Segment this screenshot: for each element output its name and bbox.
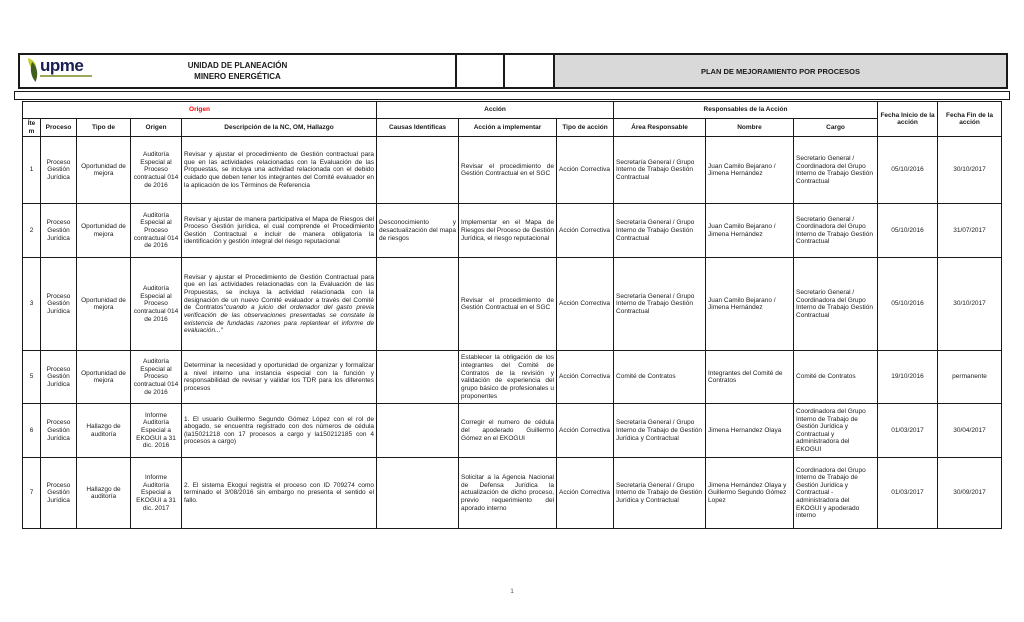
cell-accion: Revisar el procedimiento de Gestión Contractual en el SGC — [459, 258, 557, 351]
cell-cargo: Coordinadora del Grupo Interno de Trabajo de Gestión Jurídica y Contractual y administradora del EKOGUI — [794, 404, 878, 458]
table-row — [23, 204, 1002, 258]
cell-proceso: Proceso Gestión Jurídica — [41, 204, 77, 258]
cell-causas — [377, 458, 459, 529]
cell-tipo: Oportunidad de mejora — [77, 204, 131, 258]
cell-descripcion — [182, 204, 377, 258]
cell-descripcion — [182, 458, 377, 529]
cell-origen: Auditoría Especial al Proceso contractual 014 de 2016 — [131, 351, 182, 404]
cell-cargo: Coordinadora del Grupo Interno de Trabajo de Gestión Jurídica y Contractual - administradora del EKOGUI y apoderado interno — [794, 458, 878, 529]
cell-fecha-fin: 30/10/2017 — [938, 137, 1002, 204]
cell-cargo: Comité de Contratos — [794, 351, 878, 404]
cell-proceso: Proceso Gestión Jurídica — [41, 404, 77, 458]
improvement-plan-table — [22, 101, 1002, 529]
col-header-descripcion: Descripción de la NC, OM, Hallazgo — [182, 119, 377, 137]
cell-origen: Informe Auditoría Especial a EKOGUI a 31 dic. 2017 — [131, 458, 182, 529]
col-header-nombre: Nombre — [706, 119, 794, 137]
spacer-row — [14, 91, 1010, 100]
cell-proceso: Proceso Gestión Jurídica — [41, 258, 77, 351]
upme-logo — [26, 58, 92, 83]
col-header-tipo: Tipo de — [77, 119, 131, 137]
cell-tipo-accion: Acción Correctiva — [557, 204, 614, 258]
col-header-item: Ítem — [23, 119, 41, 137]
col-header-proceso: Proceso — [41, 119, 77, 137]
cell-fecha-inicio: 19/10/2016 — [878, 351, 938, 404]
cell-area: Secretaría General / Grupo Interno de Trabajo Gestión Contractual — [614, 137, 706, 204]
cell-descripcion — [182, 351, 377, 404]
cell-nombre: Juan Camilo Bejarano / Jimena Hernández — [706, 137, 794, 204]
cell-tipo: Oportunidad de mejora — [77, 351, 131, 404]
descripcion-text: Revisar y ajustar de manera participativa el Mapa de Riesgos del Proceso Gestión jurídica, el cual comprende el Procedimiento Gestión Contractual e incluir de manera obligatoria la identificación y gestión integral del riesgo reputacional — [184, 215, 375, 246]
logo-wordmark: upme — [40, 56, 84, 75]
document-title: PLAN DE MEJORAMIENTO POR PROCESOS — [555, 55, 1006, 87]
cell-fecha-fin: 30/10/2017 — [938, 258, 1002, 351]
cell-tipo: Hallazgo de auditoría — [77, 458, 131, 529]
logo-tagline-bar — [40, 75, 92, 77]
cell-cargo: Secretario General / Coordinadora del Grupo Interno de Trabajo Gestión Contractual — [794, 258, 878, 351]
cell-fecha-inicio: 05/10/2016 — [878, 137, 938, 204]
descripcion-text: Revisar y ajustar el Procedimiento de Gestión Contractual para que en las actividades relacionadas con la Evaluación de las Propuestas, se incluya la actividad relacionada con la designación de un nuevo Comité evaluador a través del Comité de Contratos — [184, 273, 375, 312]
cell-fecha-inicio: 05/10/2016 — [878, 258, 938, 351]
cell-fecha-inicio: 01/03/2017 — [878, 404, 938, 458]
cell-tipo-accion: Acción Correctiva — [557, 137, 614, 204]
group-header-responsables: Responsables de la Acción — [614, 102, 878, 119]
cell-area: Comité de Contratos — [614, 351, 706, 404]
cell-tipo: Hallazgo de auditoría — [77, 404, 131, 458]
upme-leaf-icon — [26, 58, 39, 83]
cell-descripcion — [182, 137, 377, 204]
header-org-cell — [20, 55, 457, 87]
cell-tipo-accion: Acción Correctiva — [557, 351, 614, 404]
cell-descripcion — [182, 258, 377, 351]
cell-tipo: Oportunidad de mejora — [77, 137, 131, 204]
group-header-row — [23, 102, 1002, 119]
cell-causas — [377, 258, 459, 351]
org-title — [188, 60, 288, 82]
document-header — [18, 53, 1008, 89]
cell-area: Secretaría General / Grupo Interno de Trabajo Gestión Contractual — [614, 204, 706, 258]
header-empty-cell-2 — [505, 55, 555, 87]
cell-fecha-fin: 30/09/2017 — [938, 458, 1002, 529]
org-title-line2: MINERO ENERGÉTICA — [194, 72, 281, 81]
cell-proceso: Proceso Gestión Jurídica — [41, 351, 77, 404]
col-header-cargo: Cargo — [794, 119, 878, 137]
table-row — [23, 458, 1002, 529]
cell-fecha-inicio: 05/10/2016 — [878, 204, 938, 258]
cell-item: 2 — [23, 204, 41, 258]
column-header-row — [23, 119, 1002, 137]
cell-accion: Solicitar a la Agencia Nacional de Defensa Jurídica la actualización de dicho proceso, previo requerimiento del aporado interno — [459, 458, 557, 529]
descripcion-text: 1. El usuario Guillermo Segundo Gómez López con el rol de abogado, se encuentra registrado con dos números de cédula (la15021218 con 17 procesos a cargo y la150212185 con 4 procesos a cargo) — [184, 415, 375, 446]
descripcion-text: Revisar y ajustar el procedimiento de Gestión contractual para que en las actividades relacionadas con la Evaluación de las Propuestas, se incluya una actividad relacionada con el debido cuidado que deben tener los integrantes del Comité evaluador en la aplicación de los Términos de Referencia — [184, 151, 375, 189]
col-header-fecha-inicio: Fecha Inicio de la acción — [878, 102, 938, 137]
cell-tipo-accion: Acción Correctiva — [557, 458, 614, 529]
cell-causas — [377, 351, 459, 404]
cell-origen: Auditoría Especial al Proceso contractual 014 de 2016 — [131, 137, 182, 204]
cell-proceso: Proceso Gestión Jurídica — [41, 458, 77, 529]
table-row — [23, 404, 1002, 458]
col-header-origen: Origen — [131, 119, 182, 137]
cell-accion: Implementar en el Mapa de Riesgos del Proceso de Gestión Jurídica, el riesgo reputacional — [459, 204, 557, 258]
cell-nombre: Jimena Hernández Olaya y Guillermo Segundo Gómez Lopez — [706, 458, 794, 529]
cell-item: 6 — [23, 404, 41, 458]
cell-area: Secretaría General / Grupo Interno de Trabajo de Gestión Jurídica y Contractual — [614, 458, 706, 529]
group-header-accion: Acción — [377, 102, 614, 119]
cell-item: 1 — [23, 137, 41, 204]
descripcion-text: 2. El sistema Ekogui registra el proceso con ID 709274 como terminado el 3/08/2016 sin embargo no presenta el sentido el fallo. — [184, 481, 375, 505]
cell-cargo: Secretario General / Coordinadora del Grupo Interno de Trabajo Gestión Contractual — [794, 137, 878, 204]
col-header-accion: Acción a implementar — [459, 119, 557, 137]
cell-area: Secretaría General / Grupo Interno de Trabajo Gestión Contractual — [614, 258, 706, 351]
cell-fecha-fin: 31/07/2017 — [938, 204, 1002, 258]
cell-tipo-accion: Acción Correctiva — [557, 404, 614, 458]
col-header-tipo-accion: Tipo de acción — [557, 119, 614, 137]
page-number: 1 — [510, 588, 514, 595]
cell-nombre: Juan Camilo Bejarano / Jimena Hernández — [706, 258, 794, 351]
table-row — [23, 137, 1002, 204]
cell-causas — [377, 404, 459, 458]
cell-area: Secretaría General / Grupo Interno de Trabajo de Gestión Jurídica y Contractual — [614, 404, 706, 458]
cell-descripcion — [182, 404, 377, 458]
descripcion-text: Determinar la necesidad y oportunidad de organizar y formalizar a nivel interno una instancia especial con la función y responsabilidad de revisar y validar los TDR para los diferentes procesos — [184, 362, 375, 392]
cell-proceso: Proceso Gestión Jurídica — [41, 137, 77, 204]
cell-nombre: Juan Camilo Bejarano / Jimena Hernández — [706, 204, 794, 258]
cell-origen: Informe Auditoría Especial a EKOGUI a 31 dic. 2016 — [131, 404, 182, 458]
table-row — [23, 351, 1002, 404]
col-header-area: Área Responsable — [614, 119, 706, 137]
cell-causas: Desconocimiento y desactualización del mapa de riesgos — [377, 204, 459, 258]
cell-tipo-accion: Acción Correctiva — [557, 258, 614, 351]
cell-origen: Auditoría Especial al Proceso contractual 014 de 2016 — [131, 204, 182, 258]
descripcion-quote: "cuando a juicio del ordenador del gasto previa verificación de las observaciones presentadas se constate la existencia de fundadas razones para replantear el informe de evaluación..." — [184, 304, 375, 335]
cell-item: 7 — [23, 458, 41, 529]
cell-tipo: Oportunidad de mejora — [77, 258, 131, 351]
table-row — [23, 258, 1002, 351]
cell-fecha-fin: 30/04/2017 — [938, 404, 1002, 458]
cell-nombre: Jimena Hernandez Olaya — [706, 404, 794, 458]
col-header-fecha-fin: Fecha Fin de la acción — [938, 102, 1002, 137]
cell-item: 5 — [23, 351, 41, 404]
cell-fecha-fin: permanente — [938, 351, 1002, 404]
cell-origen: Auditoría Especial al Proceso contractual 014 de 2016 — [131, 258, 182, 351]
cell-causas — [377, 137, 459, 204]
cell-fecha-inicio: 01/03/2017 — [878, 458, 938, 529]
cell-cargo: Secretario General / Coordinadora del Grupo Interno de Trabajo Gestión Contractual — [794, 204, 878, 258]
group-header-origen: Origen — [23, 102, 377, 119]
org-title-line1: UNIDAD DE PLANEACIÓN — [187, 60, 288, 70]
cell-accion: Corregir el numero de cédula del apoderado Guillermo Gómez en el EKOGUI — [459, 404, 557, 458]
cell-item: 3 — [23, 258, 41, 351]
col-header-causas: Causas Identificas — [377, 119, 459, 137]
logo-text-wrap — [40, 58, 92, 77]
header-empty-cell-1 — [457, 55, 505, 87]
cell-nombre: Integrantes del Comité de Contratos — [706, 351, 794, 404]
cell-accion: Revisar el procedimiento de Gestión Contractual en el SGC — [459, 137, 557, 204]
cell-accion: Establecer la obligación de los integrantes del Comité de Contratos de la revisión y validación de experiencia del grupo básico de profesionales u proponentes — [459, 351, 557, 404]
